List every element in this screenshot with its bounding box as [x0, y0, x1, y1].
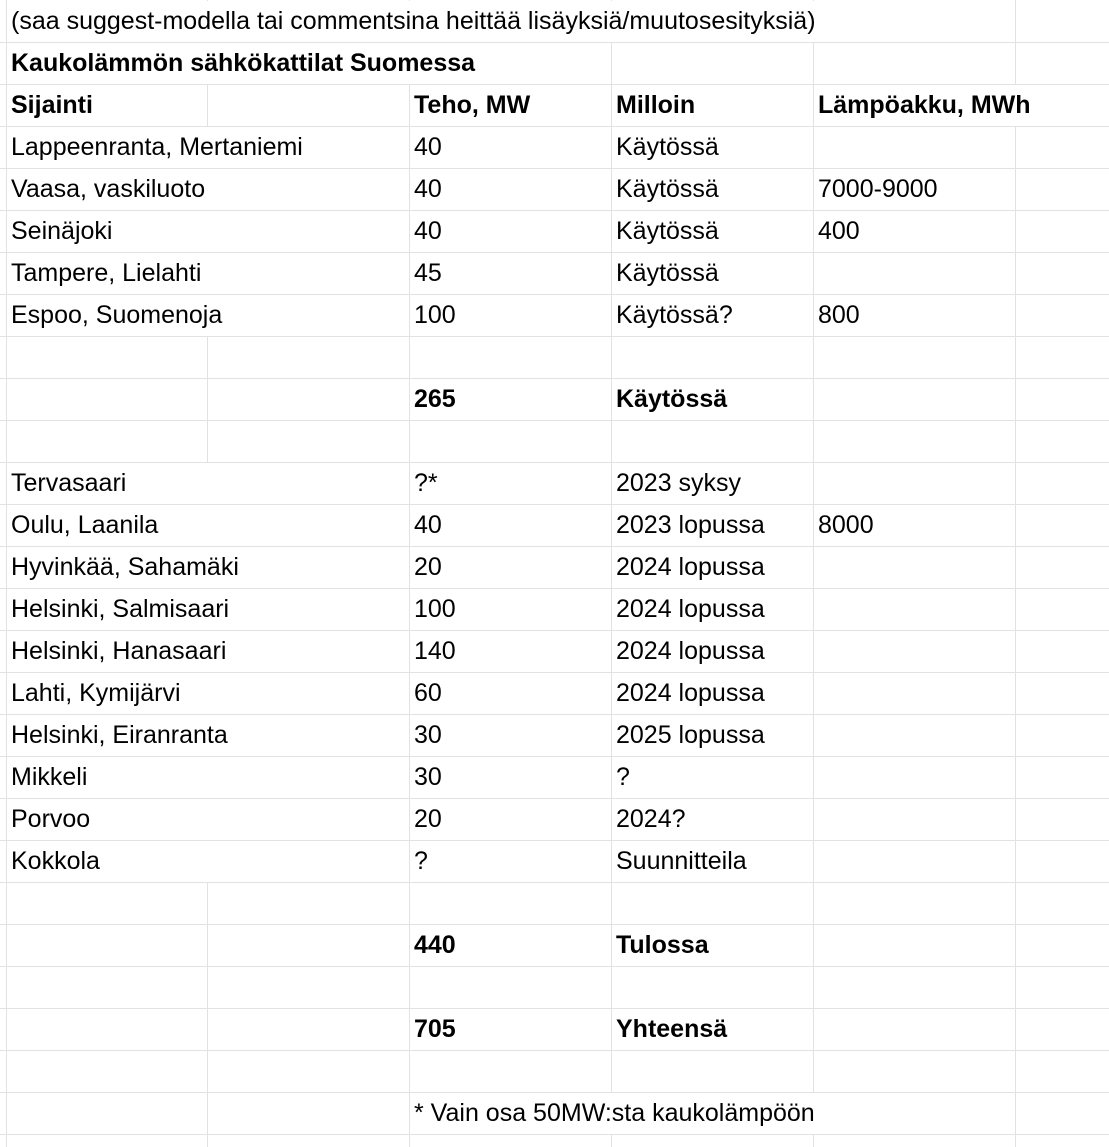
when-cell[interactable]: 2025 lopussa [612, 715, 765, 756]
power-cell[interactable]: 140 [410, 631, 456, 672]
when-cell[interactable]: 2024 lopussa [612, 631, 765, 672]
when-cell[interactable]: 2023 syksy [612, 463, 741, 504]
location-cell[interactable]: Espoo, Suomenoja [7, 295, 408, 336]
header-sijainti[interactable]: Sijainti [7, 85, 93, 126]
power-cell[interactable]: ? [410, 841, 428, 882]
location-cell[interactable]: Seinäjoki [7, 211, 408, 252]
grid-column-line [1015, 0, 1016, 1147]
when-cell[interactable]: 2024 lopussa [612, 673, 765, 714]
location-cell[interactable]: Lappeenranta, Mertaniemi [7, 127, 408, 168]
when-cell[interactable]: Yhteensä [612, 1009, 727, 1050]
when-cell[interactable]: ? [612, 757, 630, 798]
location-cell[interactable]: Tampere, Lielahti [7, 253, 408, 294]
location-cell[interactable]: Helsinki, Eiranranta [7, 715, 408, 756]
note-cell[interactable]: (saa suggest-modella tai commentsina heittää lisäyksiä/muutosesityksiä) [7, 1, 1014, 42]
power-cell[interactable]: 30 [410, 715, 442, 756]
location-cell[interactable]: Oulu, Laanila [7, 505, 408, 546]
grid-row-line [0, 420, 1109, 421]
grid-row-line [0, 924, 1109, 925]
when-cell[interactable]: 2024 lopussa [612, 589, 765, 630]
grid-row-line [0, 1134, 1109, 1135]
when-cell[interactable]: Käytössä [612, 169, 719, 210]
grid-row-line [0, 336, 1109, 337]
header-lampoakku[interactable]: Lämpöakku, MWh [814, 85, 1031, 126]
title-cell[interactable]: Kaukolämmön sähkökattilat Suomessa [7, 43, 610, 84]
power-cell[interactable]: 20 [410, 547, 442, 588]
location-cell[interactable]: Helsinki, Salmisaari [7, 589, 408, 630]
when-cell[interactable]: Käytössä? [612, 295, 733, 336]
power-cell[interactable]: 30 [410, 757, 442, 798]
location-cell[interactable]: Tervasaari [7, 463, 408, 504]
power-cell[interactable]: 100 [410, 589, 456, 630]
header-teho[interactable]: Teho, MW [410, 85, 530, 126]
footnote-cell[interactable]: * Vain osa 50MW:sta kaukolämpöön [410, 1093, 1014, 1134]
grid-row-line [0, 966, 1109, 967]
when-cell[interactable]: 2024? [612, 799, 686, 840]
storage-cell[interactable]: 400 [814, 211, 860, 252]
storage-cell[interactable]: 8000 [814, 505, 874, 546]
location-cell[interactable]: Helsinki, Hanasaari [7, 631, 408, 672]
location-cell[interactable]: Hyvinkää, Sahamäki [7, 547, 408, 588]
power-cell[interactable]: 60 [410, 673, 442, 714]
grid-row-line [0, 1050, 1109, 1051]
power-cell[interactable]: 100 [410, 295, 456, 336]
power-cell[interactable]: 265 [410, 379, 456, 420]
location-cell[interactable]: Kokkola [7, 841, 408, 882]
location-cell[interactable]: Porvoo [7, 799, 408, 840]
storage-cell[interactable]: 7000-9000 [814, 169, 938, 210]
power-cell[interactable]: 45 [410, 253, 442, 294]
location-cell[interactable]: Mikkeli [7, 757, 408, 798]
when-cell[interactable]: Käytössä [612, 211, 719, 252]
grid-row-line [0, 1008, 1109, 1009]
grid-row-line [0, 378, 1109, 379]
location-cell[interactable]: Lahti, Kymijärvi [7, 673, 408, 714]
when-cell[interactable]: Käytössä [612, 379, 727, 420]
power-cell[interactable]: 40 [410, 169, 442, 210]
when-cell[interactable]: 2024 lopussa [612, 547, 765, 588]
location-cell[interactable]: Vaasa, vaskiluoto [7, 169, 408, 210]
when-cell[interactable]: Suunnitteila [612, 841, 747, 882]
when-cell[interactable]: Käytössä [612, 253, 719, 294]
power-cell[interactable]: 40 [410, 505, 442, 546]
power-cell[interactable]: 440 [410, 925, 456, 966]
when-cell[interactable]: Käytössä [612, 127, 719, 168]
power-cell[interactable]: ?* [410, 463, 438, 504]
header-milloin[interactable]: Milloin [612, 85, 695, 126]
storage-cell[interactable]: 800 [814, 295, 860, 336]
grid-row-line [0, 882, 1109, 883]
power-cell[interactable]: 705 [410, 1009, 456, 1050]
when-cell[interactable]: Tulossa [612, 925, 709, 966]
power-cell[interactable]: 40 [410, 211, 442, 252]
power-cell[interactable]: 20 [410, 799, 442, 840]
power-cell[interactable]: 40 [410, 127, 442, 168]
when-cell[interactable]: 2023 lopussa [612, 505, 765, 546]
